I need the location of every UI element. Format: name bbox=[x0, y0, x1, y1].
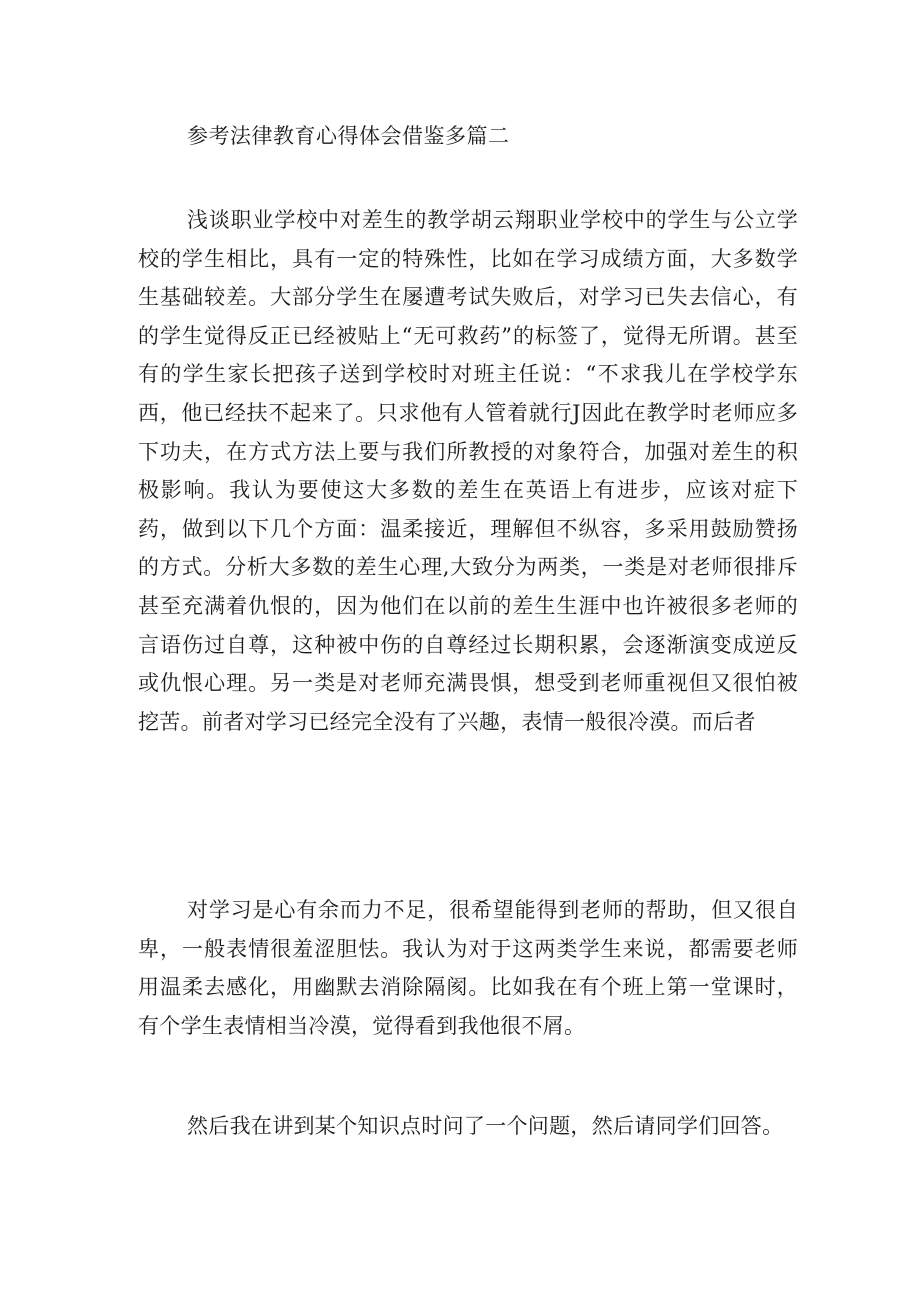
paragraph-1: 浅谈职业学校中对差生的教学胡云翔职业学校中的学生与公立学校的学生相比，具有一定的特殊性，比如在学习成绩方面，大多数学生基础较差。大部分学生在屡遭考试失败后，对学习已失去信心，有的学生觉得反正已经被贴上“无可救药”的标签了，觉得无所谓。甚至有的学生家长把孩子送到学校时对班主任说：“不求我儿在学校学东西，他已经扶不起来了。只求他有人管着就行J因此在教学时老师应多下功夫，在方式方法上要与我们所教授的对象符合，加强对差生的积极影响。我认为要使这大多数的差生在英语上有进步，应该对症下药，做到以下几个方面：温柔接近，理解但不纵容，多采用鼓励赞扬的方式。分析大多数的差生心理,大致分为两类，一类是对老师很排斥甚至充满着仇恨的，因为他们在以前的差生生涯中也许被很多老师的言语伤过自尊，这种被中伤的自尊经过长期积累，会逐渐演变成逆反或仇恨心理。另一类是对老师充满畏惧，想受到老师重视但又很怕被挖苦。前者对学习已经完全没有了兴趣，表情一般很冷漠。而后者 bbox=[138, 208, 798, 734]
paragraph-3: 然后我在讲到某个知识点时问了一个问题，然后请同学们回答。 bbox=[187, 1114, 784, 1138]
document-title: 参考法律教育心得体会借鉴多篇二 bbox=[187, 124, 510, 148]
paragraph-2: 对学习是心有余而力不足，很希望能得到老师的帮助，但又很自卑，一般表情很羞涩胆怯。我认为对于这两类学生来说，都需要老师用温柔去感化，用幽默去消除隔阂。比如我在有个班上第一堂课时，有个学生表情相当冷漠，觉得看到我他很不屑。 bbox=[138, 898, 798, 1038]
